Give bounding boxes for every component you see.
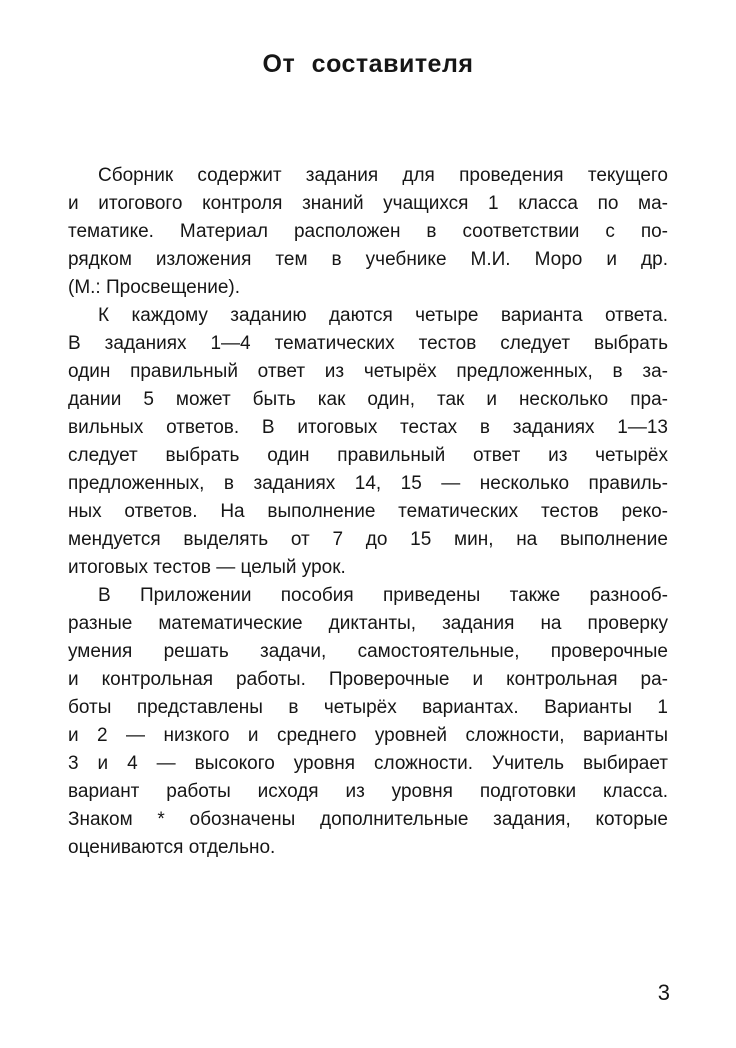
text-line: предложенных, в заданиях 14, 15 — несколько правиль- — [68, 473, 668, 494]
text-line: В заданиях 1—4 тематических тестов следует выбрать — [68, 333, 668, 354]
text-line: (М.: Просвещение). — [68, 277, 240, 298]
text-line: следует выбрать один правильный ответ из четырёх — [68, 445, 668, 466]
text-line: 3 и 4 — высокого уровня сложности. Учитель выбирает — [68, 753, 668, 774]
text-line: и контрольная работы. Проверочные и контрольная ра- — [68, 669, 668, 690]
text-line: итоговых тестов — целый урок. — [68, 557, 346, 578]
body-text — [68, 162, 668, 862]
text-line: тематике. Материал расположен в соответствии с по- — [68, 221, 668, 242]
text-line: разные математические диктанты, задания на проверку — [68, 613, 668, 634]
text-line: мендуется выделять от 7 до 15 мин, на выполнение — [68, 529, 668, 550]
text-line: один правильный ответ из четырёх предложенных, в за- — [68, 361, 668, 382]
paragraph — [68, 302, 668, 582]
text-line: ных ответов. На выполнение тематических тестов реко- — [68, 501, 668, 522]
text-line: умения решать задачи, самостоятельные, проверочные — [68, 641, 668, 662]
text-line: оцениваются отдельно. — [68, 837, 276, 858]
page-title: От составителя — [262, 50, 474, 78]
text-line: и итогового контроля знаний учащихся 1 класса по ма- — [68, 193, 668, 214]
page-number: 3 — [657, 980, 670, 1005]
text-line: Знаком * обозначены дополнительные задания, которые — [68, 809, 668, 830]
text-line: вариант работы исходя из уровня подготовки класса. — [68, 781, 668, 802]
text-line: и 2 — низкого и среднего уровней сложности, варианты — [68, 725, 668, 746]
text-line: дании 5 может быть как один, так и несколько пра- — [68, 389, 668, 410]
text-line: К каждому заданию даются четыре варианта ответа. — [98, 305, 668, 326]
paragraph — [68, 162, 668, 302]
text-line: В Приложении пособия приведены также разнооб- — [98, 585, 668, 606]
text-line: Сборник содержит задания для проведения текущего — [98, 165, 668, 186]
text-line: рядком изложения тем в учебнике М.И. Моро и др. — [68, 249, 668, 270]
text-line: вильных ответов. В итоговых тестах в заданиях 1—13 — [68, 417, 668, 438]
paragraph — [68, 582, 668, 862]
text-line: боты представлены в четырёх вариантах. Варианты 1 — [68, 697, 668, 718]
